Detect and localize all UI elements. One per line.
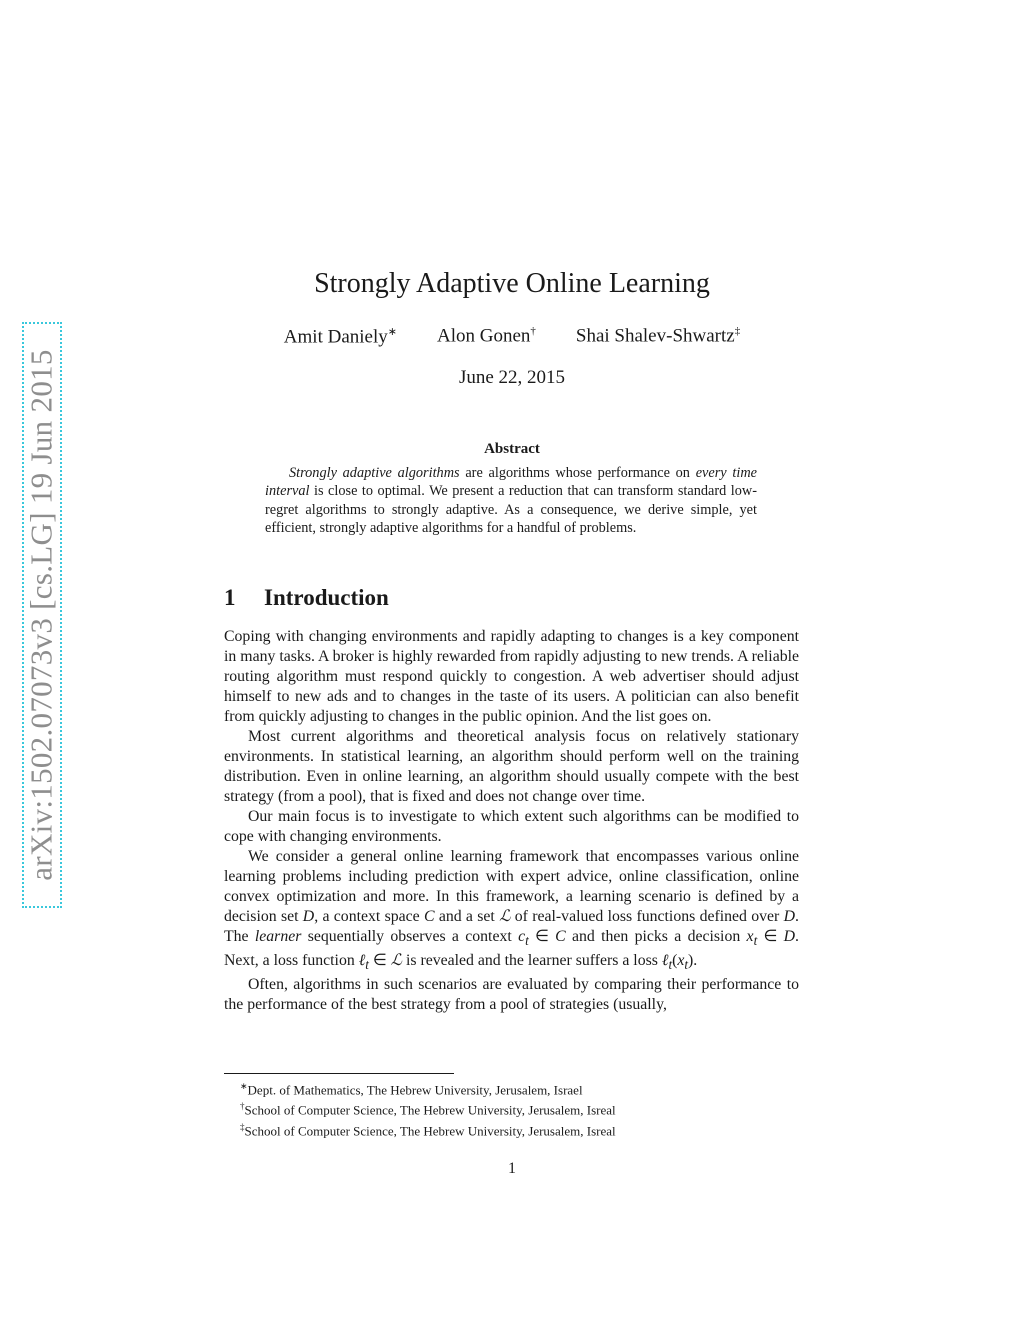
body-text — [224, 627, 799, 1015]
paragraph: Coping with changing environments and rapidly adapting to changes is a key component in many tasks. A broker is highly rewarded from rapidly adjusting to new trends. A reliable routing algorithm must respond quickly to congestion. A web advertiser should adjust himself to new ads and to changes in the taste of its users. A politician can also benefit from quickly adjusting to changes in the public opinion. And the list goes on. — [224, 628, 799, 725]
footnote-rule — [224, 1073, 454, 1074]
author: Amit Daniely∗ — [283, 326, 397, 348]
arxiv-stamp-text: arXiv:1502.07073v3 [cs.LG] 19 Jun 2015 — [24, 349, 60, 881]
arxiv-stamp — [22, 322, 62, 908]
author: Alon Gonen† — [436, 325, 536, 347]
paragraph: Our main focus is to investigate to which extent such algorithms can be modified to cope with changing environments. — [224, 808, 799, 845]
footnote: †School of Computer Science, The Hebrew University, Jerusalem, Isreal — [240, 1101, 616, 1118]
page-number: 1 — [508, 1160, 516, 1177]
paragraph: Most current algorithms and theoretical analysis focus on relatively stationary environments. In statistical learning, an algorithm should perform well on the training distribution. Even in online learning, an algorithm should usually compete with the best strategy (from a pool), that is fixed and does not change over time. — [224, 728, 799, 805]
footnote: ∗Dept. of Mathematics, The Hebrew University, Jerusalem, Israel — [240, 1081, 583, 1098]
paper-title: Strongly Adaptive Online Learning — [314, 268, 710, 299]
author: Shai Shalev-Shwartz‡ — [575, 325, 741, 347]
paper-date: June 22, 2015 — [458, 367, 566, 388]
author-list — [0, 325, 1024, 348]
section-heading: 1 Introduction — [224, 585, 389, 610]
footnotes — [224, 1078, 616, 1139]
paragraph: We consider a general online learning framework that encompasses various online learning problems including prediction with expert advice, online classification, online convex optimization and more. In this framework, a learning scenario is defined by a decision set D, a context space C and a set ℒ of real-valued loss functions defined over D. The learner sequentially observes a context $c_t$ ∈ C and then picks a decision $x_t$ ∈ D. Next, a loss function ℓ$_t$ ∈ ℒ is revealed and the learner suffers a loss $\ell_t(x_t)$. — [224, 848, 799, 973]
footnote: ‡School of Computer Science, The Hebrew University, Jerusalem, Isreal — [240, 1121, 616, 1138]
paragraph: Often, algorithms in such scenarios are evaluated by comparing their performance to the performance of the best strategy from a pool of strategies (usually, — [224, 976, 799, 1014]
abstract-heading: Abstract — [484, 441, 540, 457]
abstract-text: Strongly adaptive algorithms are algorithms whose performance on every time interval is close to optimal. We present a reduction that can transform standard low-regret algorithms to strongly adaptive. As a consequence, we derive simple, yet efficient, strongly adaptive algorithms for a handful of problems. — [265, 465, 757, 536]
